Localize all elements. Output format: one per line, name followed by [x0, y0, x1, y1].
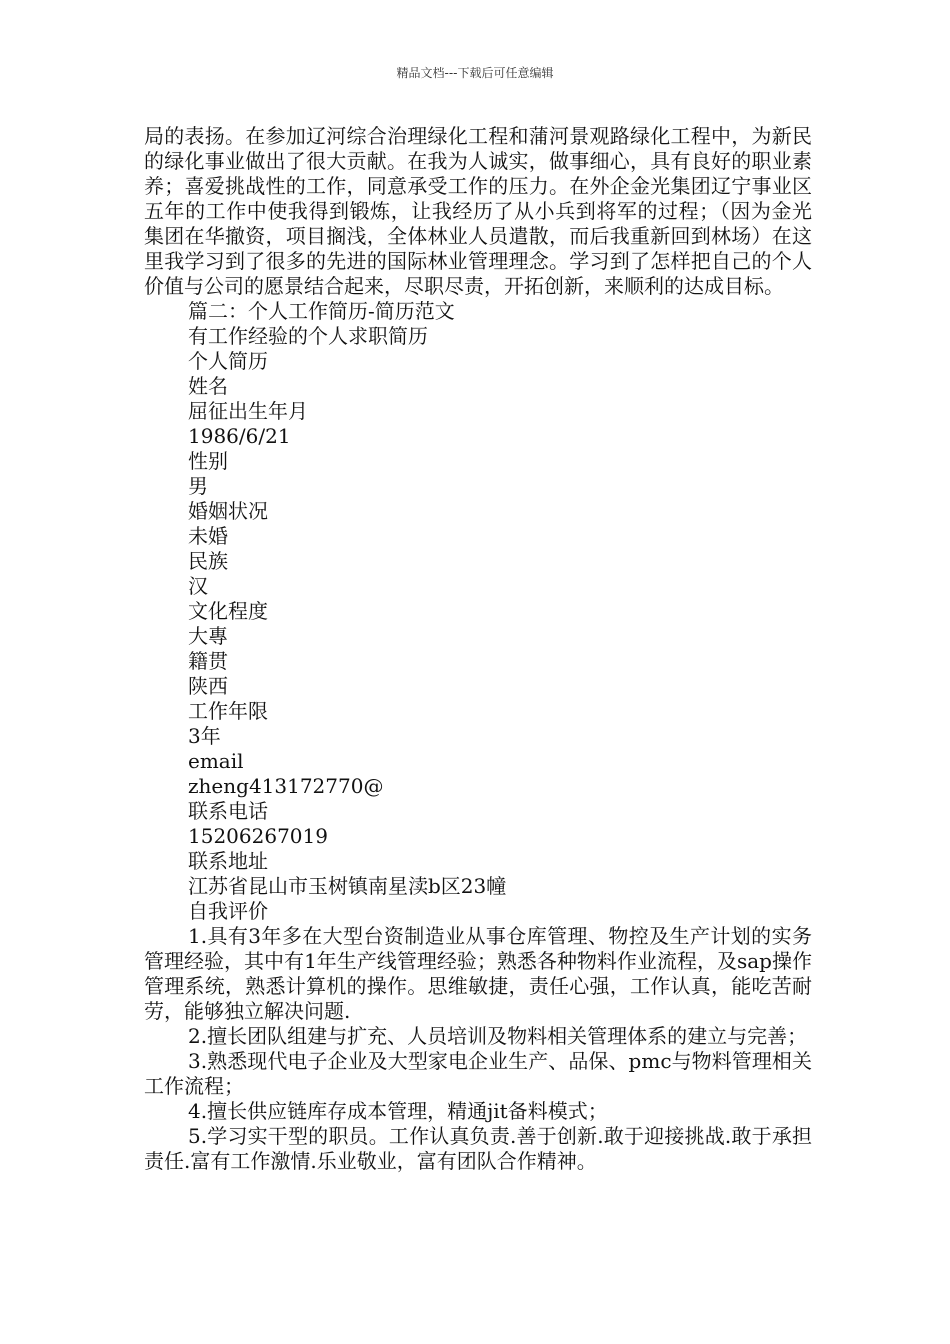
resume-heading: 个人简历 — [188, 349, 268, 373]
evaluation-item-5: 5.学习实干型的职员。工作认真负责.善于创新.敢于迎接挑战.敢于承担责任.富有工作激情.乐业敬业，富有团队合作精神。 — [144, 1124, 812, 1173]
document-body — [144, 124, 812, 1174]
resume-subtitle: 有工作经验的个人求职简历 — [188, 324, 428, 348]
field-experience-label: 工作年限 — [188, 699, 268, 723]
field-ethnicity-value: 汉 — [188, 574, 208, 598]
field-name-label: 姓名 — [188, 374, 228, 398]
field-email-label: email — [188, 749, 244, 773]
field-phone-value: 15206267019 — [188, 824, 328, 848]
field-experience-value: 3年 — [188, 724, 221, 748]
field-gender-value: 男 — [188, 474, 208, 498]
intro-paragraph: 局的表扬。在参加辽河综合治理绿化工程和蒲河景观路绿化工程中，为新民的绿化事业做出了很大贡献。在我为人诚实，做事细心，具有良好的职业素养；喜爱挑战性的工作，同意承受工作的压力。在外企金光集团辽宁事业区五年的工作中使我得到锻炼，让我经历了从小兵到将军的过程；（因为金光集团在华撤资，项目搁浅，全体林业人员遣散，而后我重新回到林场）在这里我学习到了很多的先进的国际林业管理理念。学习到了怎样把自己的个人价值与公司的愿景结合起来，尽职尽责，开拓创新，来顺利的达成目标。 — [144, 124, 812, 298]
field-birth-value: 1986/6/21 — [188, 424, 291, 448]
section-title: 篇二：个人工作简历-简历范文 — [188, 299, 455, 323]
self-evaluation-heading: 自我评价 — [188, 899, 268, 923]
field-marital-label: 婚姻状况 — [188, 499, 268, 523]
field-address-value: 江苏省昆山市玉树镇南星渎b区23幢 — [188, 874, 507, 898]
evaluation-item-1: 1.具有3年多在大型台资制造业从事仓库管理、物控及生产计划的实务管理经验，其中有1年生产线管理经验；熟悉各种物料作业流程，及sap操作管理系统，熟悉计算机的操作。思维敏捷，责任心强，工作认真，能吃苦耐劳，能够独立解决问题. — [144, 924, 812, 1023]
field-marital-value: 未婚 — [188, 524, 228, 548]
field-ethnicity-label: 民族 — [188, 549, 228, 573]
field-address-label: 联系地址 — [188, 849, 268, 873]
field-gender-label: 性别 — [188, 449, 228, 473]
field-email-value: zheng413172770@ — [188, 774, 384, 798]
field-origin-label: 籍贯 — [188, 649, 228, 673]
field-education-label: 文化程度 — [188, 599, 268, 623]
field-education-value: 大專 — [188, 624, 228, 648]
field-origin-value: 陕西 — [188, 674, 228, 698]
page-header: 精品文档---下载后可任意编辑 — [396, 66, 554, 80]
field-phone-label: 联系电话 — [188, 799, 268, 823]
field-birth-label: 屈征出生年月 — [188, 399, 308, 423]
evaluation-item-2: 2.擅长团队组建与扩充、人员培训及物料相关管理体系的建立与完善； — [188, 1024, 808, 1048]
evaluation-item-4: 4.擅长供应链库存成本管理，精通jit备料模式； — [188, 1099, 608, 1123]
evaluation-item-3: 3.熟悉现代电子企业及大型家电企业生产、品保、pmc与物料管理相关工作流程； — [144, 1049, 812, 1098]
